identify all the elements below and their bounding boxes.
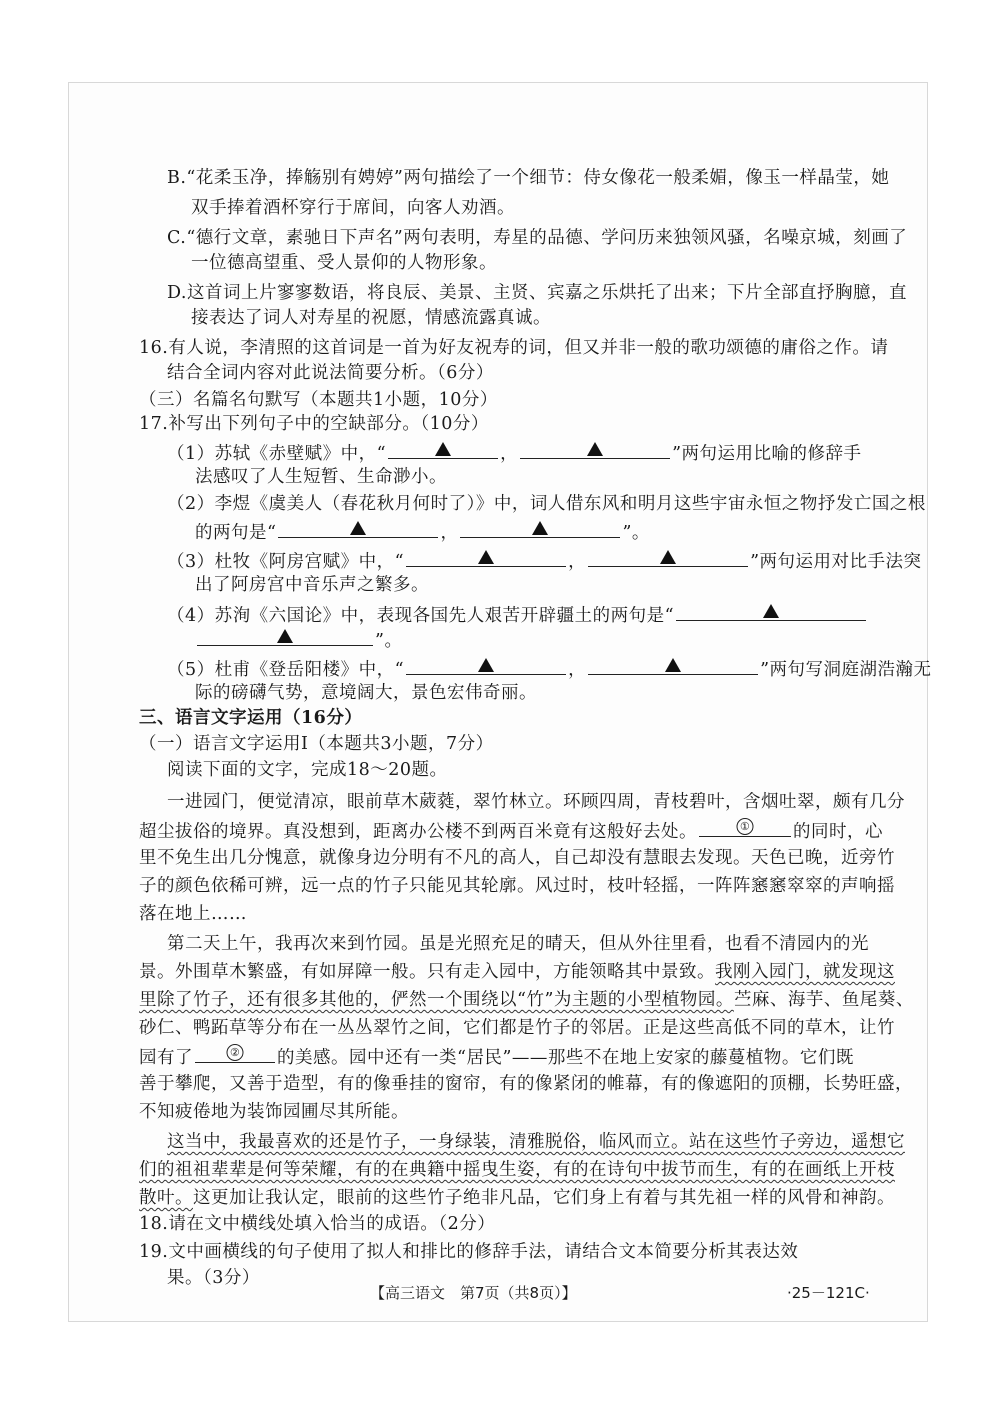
underlined-parallelism-sentence: 站在这些竹子旁边，遥想它 — [689, 1132, 905, 1152]
option-c-line2: 一位德高望重、受人景仰的人物形象。 — [191, 253, 497, 273]
answer-blank[interactable] — [406, 656, 566, 675]
q17-1-prefix: （1）苏轼《赤壁赋》中，“ — [167, 444, 387, 464]
subsection-1-heading: （一）语言文字运用Ⅰ（本题共3小题，7分） — [139, 734, 494, 754]
wavy-underlined-sentence: 里除了竹子，还有很多其他的，俨然一个围绕以“竹”为主题的小型植物园。 — [139, 990, 734, 1010]
q17-4-prefix: （4）苏洵《六国论》中，表现各国先人艰苦开辟疆土的两句是“ — [167, 606, 675, 626]
p2-line2-text: 景。外围草木繁盛，有如屏障一般。只有走入园中，方能领略其中景致。 — [139, 962, 715, 982]
q17-2-comma: ， — [440, 523, 459, 543]
passage-p2-line5 — [139, 1044, 854, 1070]
triangle-marker-icon — [435, 442, 451, 456]
p2-line3-tail: 苎麻、海芋、鱼尾葵、 — [733, 990, 914, 1010]
passage-p2-line6: 善于攀爬，又善于造型，有的像垂挂的窗帘，有的像紧闭的帷幕，有的像遮阳的顶棚，长势旺盛， — [139, 1074, 913, 1094]
section-heading-famous-lines: （三）名篇名句默写（本题共1小题，10分） — [139, 390, 498, 410]
triangle-marker-icon — [277, 629, 293, 643]
passage-p2-line4: 砂仁、鸭跖草等分布在一丛丛翠竹之间，它们都是竹子的邻居。正是这些高低不同的草木，让竹 — [139, 1018, 895, 1038]
answer-blank[interactable] — [520, 440, 670, 459]
p2-line5-tail: 的美感。园中还有一类“居民”——那些不在地上安家的藤蔓植物。它们既 — [277, 1048, 854, 1068]
question-17-4-line1 — [167, 602, 868, 628]
p3-line3-tail: 这更加让我认定，眼前的这些竹子绝非凡品，它们身上有着与其先祖一样的风骨和神韵。 — [193, 1188, 895, 1208]
passage-p1-line5: 落在地上…… — [139, 904, 247, 924]
question-17-1-line2: 法感叹了人生短暂、生命渺小。 — [195, 467, 447, 487]
question-17-5-line2: 际的磅礴气势，意境阔大，景色宏伟奇丽。 — [195, 683, 537, 703]
q17-2-prefix: 的两句是“ — [195, 523, 277, 543]
question-17-5-line1 — [167, 656, 932, 682]
answer-blank-2[interactable] — [195, 1044, 275, 1063]
option-d-line2: 接表达了词人对寿星的祝愿，情感流露真诚。 — [191, 308, 551, 328]
q17-5-prefix: （5）杜甫《登岳阳楼》中，“ — [167, 660, 405, 680]
triangle-marker-icon — [478, 658, 494, 672]
answer-blank[interactable] — [406, 548, 566, 567]
answer-blank[interactable] — [588, 656, 758, 675]
passage-p2-line7: 不知疲倦地为装饰园圃尽其所能。 — [139, 1102, 409, 1122]
p1-line2-tail: 的同时，心 — [793, 822, 883, 842]
circled-number-1: ① — [737, 818, 754, 835]
question-16-line2: 结合全词内容对此说法简要分析。（6分） — [167, 363, 494, 383]
question-17-2-line1: （2）李煜《虞美人（春花秋月何时了）》中，词人借东风和明月这些宇宙永恒之物抒发亡国之根 — [167, 494, 926, 514]
passage-p1-line1: 一进园门，便觉清凉，眼前草木葳蕤，翠竹林立。环顾四周，青枝碧叶，含烟吐翠，颇有几分 — [167, 792, 905, 812]
triangle-marker-icon — [587, 442, 603, 456]
q17-3-suffix: ”两句运用对比手法突 — [750, 552, 922, 572]
option-d-line1: D.这首词上片寥寥数语，将良辰、美景、主贤、宾嘉之乐烘托了出来；下片全部直抒胸臆，直 — [167, 283, 907, 303]
passage-p3-line3 — [139, 1186, 895, 1210]
triangle-marker-icon — [532, 521, 548, 535]
page-footer-label: 【高三语文 第7页（共8页）】 — [370, 1284, 577, 1302]
q17-1-suffix: ”两句运用比喻的修辞手 — [672, 444, 862, 464]
q17-3-comma: ， — [568, 552, 587, 572]
question-17-title: 17.补写出下列句子中的空缺部分。（10分） — [139, 414, 489, 434]
q17-3-prefix: （3）杜牧《阿房宫赋》中，“ — [167, 552, 405, 572]
passage-p1-line3: 里不免生出几分愧意，就像身边分明有不凡的高人，自己却没有慧眼去发现。天色已晚，近旁竹 — [139, 848, 895, 868]
q17-5-comma: ， — [568, 660, 587, 680]
question-17-2-line2 — [195, 519, 650, 545]
question-17-1-line1 — [167, 440, 862, 466]
wavy-underlined-sentence: 我刚入园门，就发现这 — [715, 962, 895, 982]
exam-code: ·25－121C· — [787, 1284, 870, 1302]
answer-blank[interactable] — [460, 519, 620, 538]
option-c-line1: C.“德行文章，素驰日下声名”两句表明，寿星的品德、学问历来独领风骚，名噪京城，刻画了 — [167, 228, 908, 248]
passage-p2-line1: 第二天上午，我再次来到竹园。虽是光照充足的晴天，但从外往里看，也看不清园内的光 — [167, 934, 869, 954]
question-19-line1: 19.文中画横线的句子使用了拟人和排比的修辞手法，请结合文本简要分析其表达效 — [139, 1242, 799, 1262]
triangle-marker-icon — [763, 604, 779, 618]
underlined-personification-sentence: 这当中，我最喜欢的还是竹子，一身绿装，清雅脱俗，临风而立。 — [167, 1132, 689, 1152]
option-b-line1: B.“花柔玉净，捧觞别有娉婷”两句描绘了一个细节：侍女像花一般柔媚，像玉一样晶莹，她 — [167, 168, 890, 188]
option-b-line2: 双手捧着酒杯穿行于席间，向客人劝酒。 — [191, 198, 515, 218]
q17-2-suffix: ”。 — [622, 523, 650, 543]
q17-5-suffix: ”两句写洞庭湖浩瀚无 — [760, 660, 932, 680]
answer-blank[interactable] — [278, 519, 438, 538]
p2-line5-text: 园有了 — [139, 1048, 193, 1068]
question-18: 18.请在文中横线处填入恰当的成语。（2分） — [139, 1214, 496, 1234]
circled-number-2: ② — [227, 1044, 244, 1061]
underlined-parallelism-sentence: 们的祖祖辈辈是何等荣耀，有的在典籍中摇曳生姿，有的在诗句中拔节而生，有的在画纸上开枝 — [139, 1160, 895, 1180]
q17-4-suffix: ”。 — [375, 631, 403, 651]
passage-p2-line2 — [139, 960, 895, 984]
triangle-marker-icon — [350, 521, 366, 535]
q17-1-comma: ， — [500, 444, 519, 464]
passage-p1-line4: 子的颜色依稀可辨，远一点的竹子只能见其轮廓。风过时，枝叶轻摇，一阵阵窸窸窣窣的声响摇 — [139, 876, 895, 896]
answer-blank[interactable] — [588, 548, 748, 567]
passage-p3-line2 — [139, 1158, 895, 1182]
p1-line2-text: 超尘拔俗的境界。真没想到，距离办公楼不到两百米竟有这般好去处。 — [139, 822, 697, 842]
answer-blank[interactable] — [676, 602, 866, 621]
triangle-marker-icon — [660, 550, 676, 564]
reading-instruction: 阅读下面的文字，完成18～20题。 — [167, 760, 448, 780]
answer-blank[interactable] — [197, 627, 373, 646]
question-19-line2: 果。（3分） — [167, 1268, 260, 1288]
passage-p2-line3 — [139, 988, 914, 1012]
part-3-heading: 三、语言文字运用（16分） — [139, 708, 363, 728]
answer-blank[interactable] — [388, 440, 498, 459]
answer-blank-1[interactable] — [699, 818, 791, 837]
question-16-line1: 16.有人说，李清照的这首词是一首为好友祝寿的词，但又并非一般的歌功颂德的庸俗之作。请 — [139, 338, 889, 358]
underlined-parallelism-sentence: 散叶。 — [139, 1188, 193, 1208]
passage-p1-line2 — [139, 818, 883, 844]
question-17-4-line2 — [195, 627, 402, 653]
question-17-3-line2: 出了阿房宫中音乐声之繁多。 — [195, 575, 429, 595]
triangle-marker-icon — [478, 550, 494, 564]
question-17-3-line1 — [167, 548, 922, 574]
passage-p3-line1 — [167, 1130, 905, 1154]
triangle-marker-icon — [665, 658, 681, 672]
